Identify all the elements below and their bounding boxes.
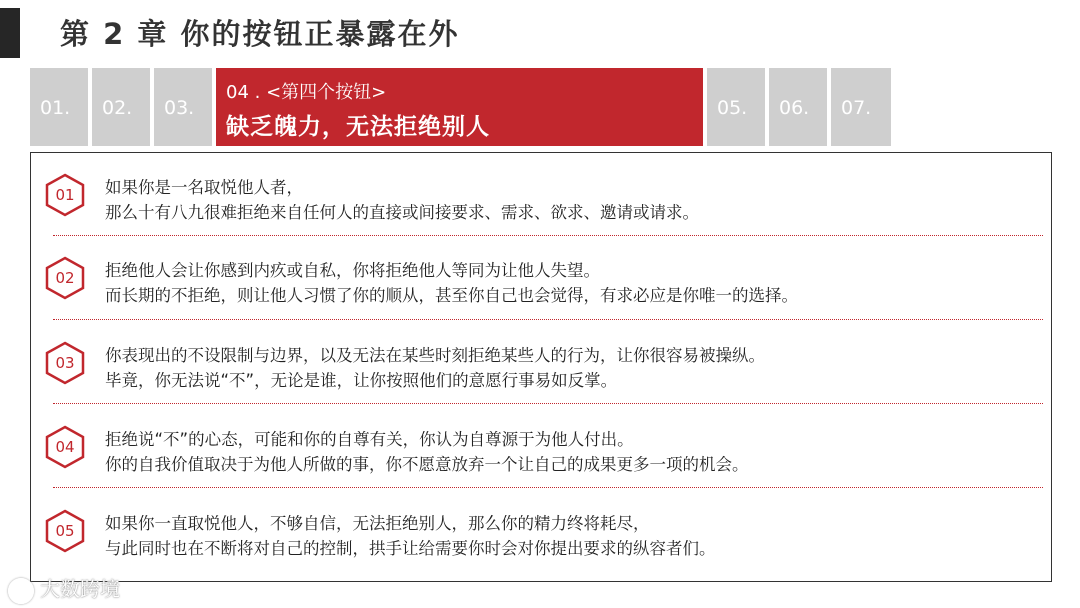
badge-number: 05 [55, 522, 75, 540]
item-line-2: 毕竟，你无法说“不”，无论是谁，让你按照他们的意愿行事易如反掌。 [105, 371, 618, 390]
list-item [31, 155, 1051, 235]
badge-number: 01 [55, 186, 75, 204]
tab-active-label: 04 . <第四个按钮> [226, 82, 387, 103]
tab-04-active[interactable] [216, 68, 703, 146]
tab-label: 05. [717, 97, 748, 119]
item-line-2: 而长期的不拒绝，则让他人习惯了你的顺从，甚至你自己也会觉得，有求必应是你唯一的选择。 [105, 286, 798, 305]
tab-label: 03. [164, 97, 195, 119]
item-line-2: 你的自我价值取决于为他人所做的事，你不愿意放弃一个让自己的成果更多一项的机会。 [105, 455, 749, 474]
chapter-title: 第 2 章 你的按钮正暴露在外 [60, 17, 460, 51]
number-badge [45, 341, 85, 385]
badge-number: 03 [55, 354, 75, 372]
tab-01[interactable] [30, 68, 88, 146]
tab-05[interactable] [707, 68, 765, 146]
item-line-2: 那么十有八九很难拒绝来自任何人的直接或间接要求、需求、欲求、邀请或请求。 [105, 203, 699, 222]
number-badge [45, 173, 85, 217]
divider [53, 487, 1043, 488]
item-line-1: 如果你是一名取悦他人者， [105, 178, 303, 197]
divider [53, 319, 1043, 320]
item-line-2: 与此同时也在不断将对自己的控制，拱手让给需要你时会对你提出要求的纵容者们。 [105, 539, 716, 558]
watermark-logo-icon [8, 578, 34, 604]
header-accent-bar [0, 8, 20, 58]
badge-number: 04 [55, 438, 75, 456]
tab-active-subtitle: 缺乏魄力，无法拒绝别人 [226, 114, 490, 140]
item-line-1: 你表现出的不设限制与边界，以及无法在某些时刻拒绝某些人的行为，让你很容易被操纵。 [105, 346, 765, 365]
tab-label: 06. [779, 97, 810, 119]
divider [53, 235, 1043, 236]
badge-number: 02 [55, 269, 75, 287]
item-line-1: 拒绝说“不”的心态，可能和你的自尊有关，你认为自尊源于为他人付出。 [105, 430, 634, 449]
tab-label: 02. [102, 97, 133, 119]
watermark-text: 大数跨境 [40, 577, 120, 601]
tab-label: 07. [841, 97, 872, 119]
tab-06[interactable] [769, 68, 827, 146]
watermark [8, 573, 120, 604]
divider [53, 403, 1043, 404]
tab-label: 01. [40, 97, 71, 119]
tab-03[interactable] [154, 68, 212, 146]
list-item [31, 407, 1051, 487]
tab-02[interactable] [92, 68, 150, 146]
item-line-1: 拒绝他人会让你感到内疚或自私，你将拒绝他人等同为让他人失望。 [105, 261, 600, 280]
number-badge [45, 425, 85, 469]
item-line-1: 如果你一直取悦他人，不够自信，无法拒绝别人，那么你的精力终将耗尽， [105, 514, 650, 533]
list-item [31, 323, 1051, 403]
tab-07[interactable] [831, 68, 891, 146]
list-item [31, 491, 1051, 571]
list-item [31, 238, 1051, 318]
content-panel [30, 152, 1052, 582]
number-badge [45, 256, 85, 300]
number-badge [45, 509, 85, 553]
